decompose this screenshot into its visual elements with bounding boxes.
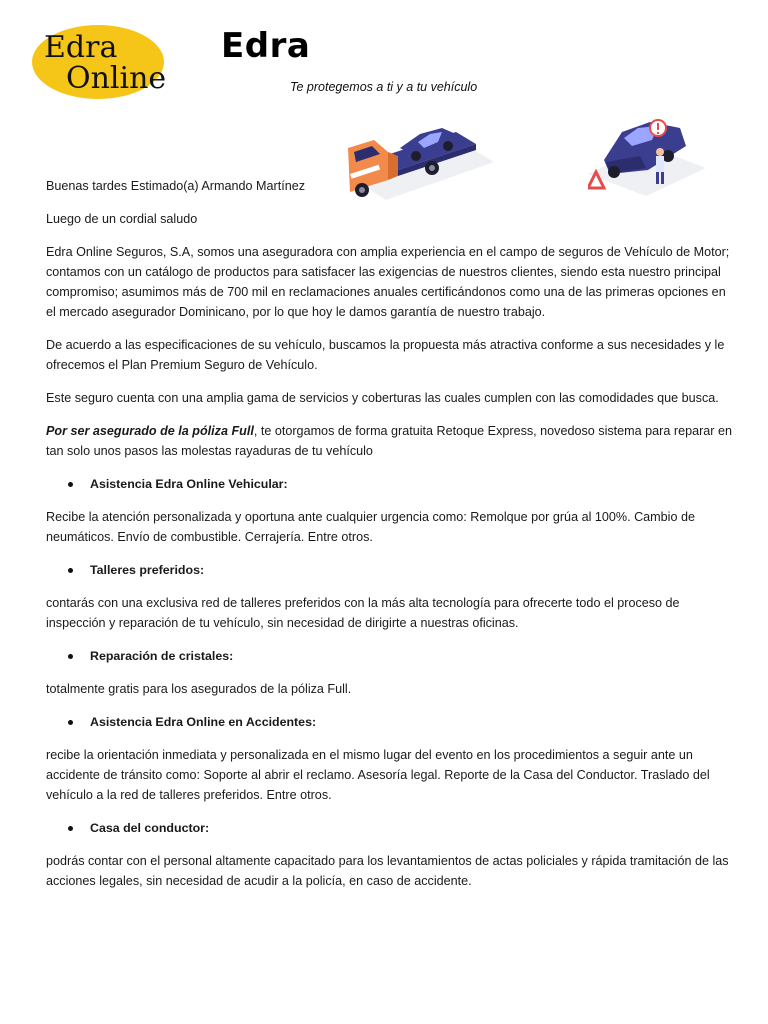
intro-paragraph: Edra Online Seguros, S.A, somos una aseguradora con amplia experiencia en el campo de seguros de Vehículo de Motor; contamos con un catálogo de productos para satisfacer las exigencias de nuestros clientes, siendo esta nuestro principal compromiso; asumimos más de 700 mil en reclamaciones anuales certificándonos como una de las primeras opciones en el mercado asegurador Dominicano, por lo que hoy le damos garantía de nuestro trabajo. xyxy=(46,245,730,319)
logo-text-online: Online xyxy=(66,61,167,96)
section-heading-text: Asistencia Edra Online en Accidentes: xyxy=(90,715,317,729)
section-text-cristales: totalmente gratis para los asegurados de la póliza Full. xyxy=(46,682,352,696)
section-heading-talleres xyxy=(46,560,736,580)
section-heading-text: Casa del conductor: xyxy=(90,821,210,835)
section-heading-text: Talleres preferidos: xyxy=(90,563,205,577)
section-text-vehicular: Recibe la atención personalizada y oportuna ante cualquier urgencia como: Remolque por grúa al 100%. Cambio de neumáticos. Envío de combustible. Cerrajería. Entre otros. xyxy=(46,510,695,544)
section-text-talleres: contarás con una exclusiva red de talleres preferidos con la más alta tecnología para ofrecerte todo el proceso de inspección y reparación de tu vehículo, sin necesidad de dirigirte a nuestras oficinas. xyxy=(46,596,680,630)
bullet-icon xyxy=(68,568,73,573)
section-heading-casa-conductor xyxy=(46,818,736,838)
section-heading-cristales xyxy=(46,646,736,666)
full-policy-emphasis: Por ser asegurado de la póliza Full xyxy=(46,424,254,438)
brand-title: Edra xyxy=(221,26,311,66)
section-text-casa-conductor: podrás contar con el personal altamente capacitado para los levantamientos de actas policiales y rápida tramitación de las acciones legales, sin necesidad de acudir a la policía, en caso de accidente. xyxy=(46,854,729,888)
coverage-paragraph: Este seguro cuenta con una amplia gama de servicios y coberturas las cuales cumplen con las comodidades que busca. xyxy=(46,391,719,405)
bullet-icon xyxy=(68,826,73,831)
section-text-accidentes: recibe la orientación inmediata y personalizada en el mismo lugar del evento en los procedimientos a seguir ante un accidente de tránsito como: Soporte al abrir el reclamo. Asesoría legal. Reporte de la Casa del Conductor. Traslado del vehículo a la red de talleres preferidos. Entre otros. xyxy=(46,748,710,802)
edra-online-logo xyxy=(30,22,168,102)
bullet-icon xyxy=(68,720,73,725)
tagline: Te protegemos a ti y a tu vehículo xyxy=(290,80,478,94)
salutation: Luego de un cordial saludo xyxy=(46,212,198,226)
full-policy-paragraph xyxy=(46,421,736,461)
bullet-icon xyxy=(68,654,73,659)
full-policy-text: , te otorgamos de forma gratuita Retoque Express, novedoso sistema para reparar en tan solo unos pasos las molestas rayaduras de tu vehículo xyxy=(46,424,732,458)
section-heading-accidentes xyxy=(46,712,736,732)
section-heading-text: Asistencia Edra Online Vehicular: xyxy=(90,477,288,491)
bullet-icon xyxy=(68,482,73,487)
greeting: Buenas tardes Estimado(a) Armando Martínez xyxy=(46,179,305,193)
offer-paragraph: De acuerdo a las especificaciones de su vehículo, buscamos la propuesta más atractiva conforme a sus necesidades y le ofrecemos el Plan Premium Seguro de Vehículo. xyxy=(46,338,725,372)
letter-body xyxy=(46,176,736,904)
section-heading-vehicular xyxy=(46,474,736,494)
logo-text-edra: Edra xyxy=(44,30,118,65)
section-heading-text: Reparación de cristales: xyxy=(90,649,234,663)
